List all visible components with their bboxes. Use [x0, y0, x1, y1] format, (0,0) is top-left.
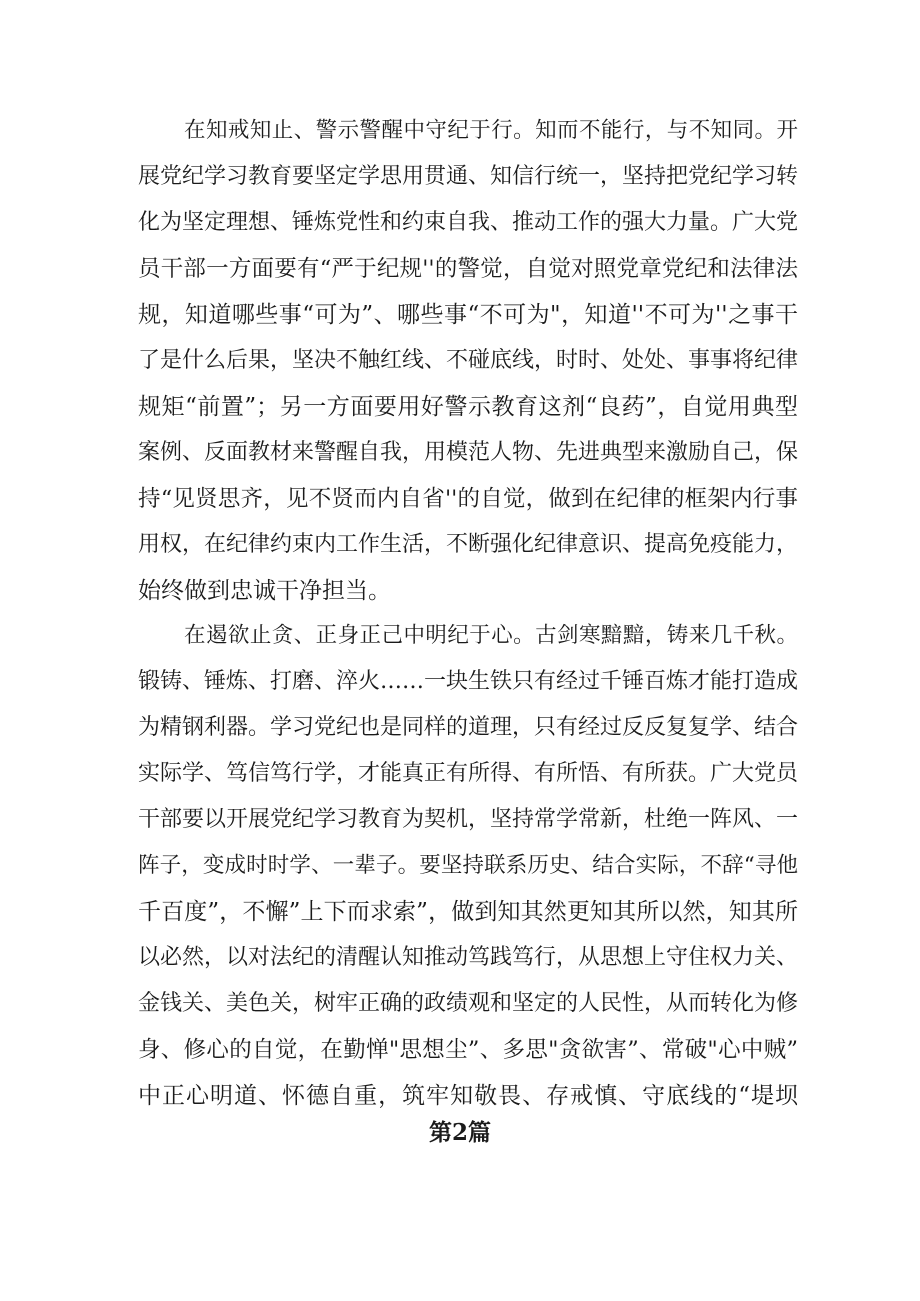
- paragraph-line: 用权，在纪律约束内工作生活，不断强化纪律意识、提高免疫能力，: [138, 532, 799, 557]
- paragraph-line: 规矩“前置”；另一方面要用好警示教育这剂“良药”，自觉用典型: [138, 394, 798, 420]
- paragraph-line: 始终做到忠诚干净担当。: [138, 578, 391, 604]
- paragraph-line: 持“见贤思齐，见不贤而内自省''的自觉，做到在纪律的框架内行事: [138, 486, 798, 512]
- paragraph-1: [138, 108, 798, 614]
- paragraph-line: 实际学、笃信笃行学，才能真正有所得、有所悟、有所获。广大党员: [138, 761, 799, 786]
- paragraph-line: 金钱关、美色关，树牢正确的政绩观和坚定的人民性，从而转化为修: [138, 991, 799, 1016]
- paragraph-line: 中正心明道、怀德自重，筑牢知敬畏、存戒慎、守底线的“堤坝: [138, 1083, 798, 1109]
- paragraph-line: 锻铸、锤炼、打磨、淬火……一块生铁只有经过千锤百炼才能打造成: [138, 669, 799, 694]
- paragraph-line: 干部要以开展党纪学习教育为契机，坚持常学常新，杜绝一阵风、一: [138, 807, 799, 832]
- paragraph-line: 以必然，以对法纪的清醒认知推动笃践笃行，从思想上守住权力关、: [138, 945, 799, 970]
- paragraph-line: 在知戒知止、警示警醒中守纪于行。知而不能行，与不知同。开: [184, 118, 798, 143]
- paragraph-line: 案例、反面教材来警醒自我，用模范人物、先进典型来激励自己，保: [138, 440, 799, 465]
- paragraph-2: [138, 613, 798, 1119]
- paragraph-line: 身、修心的自觉，在勤惮"思想尘”、多思"贪欲害”、常破"心中贼”: [138, 1037, 798, 1063]
- paragraph-line: 为精钢利器。学习党纪也是同样的道理，只有经过反反复复学、结合: [138, 715, 799, 740]
- paragraph-line: 阵子，变成时时学、一辈子。要坚持联系历史、结合实际，不辞“寻他: [138, 853, 798, 878]
- paragraph-line: 千百度”，不懈”上下而求索”，做到知其然更知其所以然，知其所: [138, 899, 798, 925]
- paragraph-line: 化为坚定理想、锤炼党性和约束自我、推动工作的强大力量。广大党: [138, 210, 799, 235]
- paragraph-line: 在遏欲止贪、正身正己中明纪于心。古剑寒黯黯，铸来几千秋。: [184, 623, 798, 648]
- section-heading: 第2篇: [428, 1119, 491, 1146]
- paragraph-line: 员干部一方面要有“严于纪规''的警觉，自觉对照党章党纪和法律法: [138, 256, 798, 282]
- paragraph-line: 规，知道哪些事“可为”、哪些事“不可为"，知道''不可为''之事干: [138, 302, 798, 328]
- paragraph-line: 了是什么后果，坚决不触红线、不碰底线，时时、处处、事事将纪律: [138, 348, 799, 373]
- paragraph-line: 展党纪学习教育要坚定学思用贯通、知信行统一，坚持把党纪学习转: [138, 164, 799, 189]
